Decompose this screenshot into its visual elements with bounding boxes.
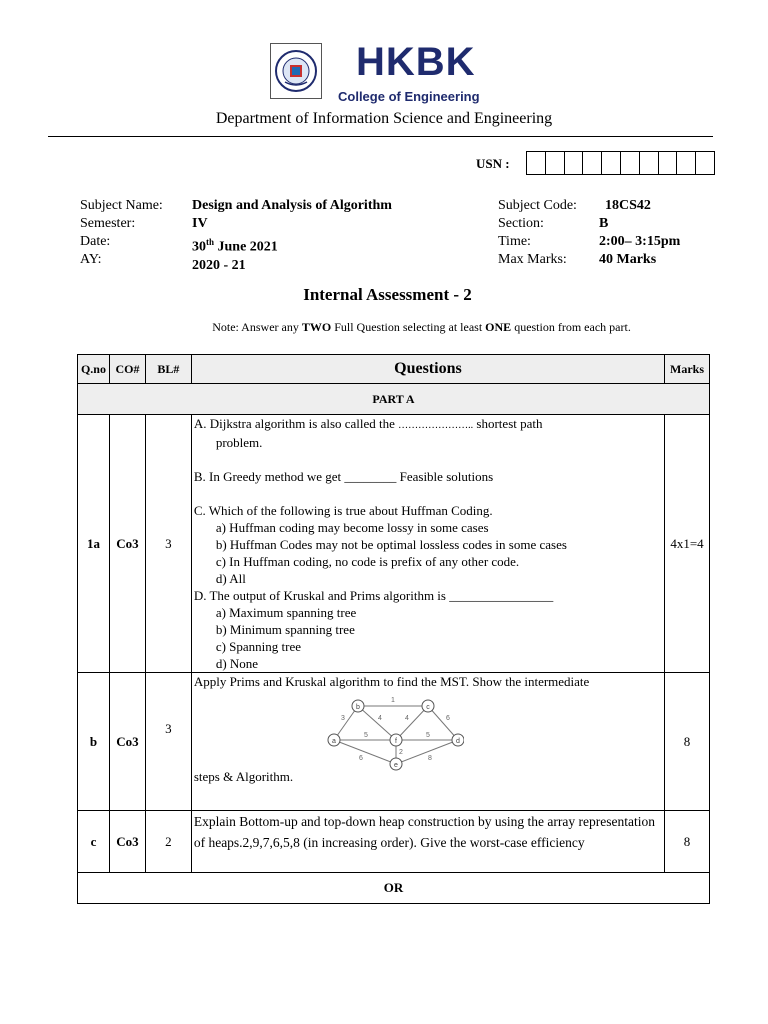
list-item: b) Minimum spanning tree [215, 622, 355, 637]
graph-weight: 6 [358, 755, 363, 762]
time-label: Time: [498, 234, 531, 249]
q1a-part-b: B. In Greedy method we get ________ Feasible solutions [193, 469, 494, 484]
instructions-note: Note: Answer any TWO Full Question selecting at least ONE question from each part. [212, 320, 631, 334]
semester-label: Semester: [80, 216, 136, 231]
header-divider [48, 136, 713, 137]
graph-node: f [394, 738, 397, 745]
college-logo [270, 43, 322, 99]
subject-name-label: Subject Name: [80, 198, 163, 213]
q1a-part-d: D. The output of Kruskal and Prims algorithm is ________________ [193, 588, 554, 603]
brand-name: HKBK [356, 40, 476, 84]
list-item: d) None [215, 656, 259, 671]
qb-text-1: Apply Prims and Kruskal algorithm to find the MST. Show the intermediate [193, 674, 590, 689]
table-row [78, 811, 710, 873]
q1a-co: Co3 [109, 415, 145, 673]
header-co: CO# [109, 355, 145, 384]
semester-value: IV [192, 216, 208, 231]
assessment-title: Internal Assessment - 2 [303, 285, 472, 304]
section-value: B [599, 216, 609, 231]
graph-weight: 1 [390, 697, 395, 704]
graph-weight: 3 [340, 715, 345, 722]
part-a-label: PART A [78, 384, 710, 415]
usn-boxes[interactable] [526, 151, 715, 175]
graph-weight: 8 [427, 755, 432, 762]
max-marks-label: Max Marks: [498, 252, 567, 267]
q1a-question [191, 415, 664, 673]
college-crest-icon [271, 44, 321, 98]
qc-number: c [78, 811, 110, 873]
section-label: Section: [498, 216, 544, 231]
subject-code-value: 18CS42 [605, 198, 651, 213]
qc-bl: 2 [145, 811, 191, 873]
usn-box[interactable] [582, 151, 601, 175]
max-marks-value: 40 Marks [599, 252, 657, 267]
graph-weight: 4 [377, 715, 382, 722]
header-questions: Questions [191, 355, 664, 384]
qc-marks: 8 [665, 811, 710, 873]
q1a-part-c: C. Which of the following is true about Huffman Coding. [193, 503, 493, 518]
list-item: a) Huffman coding may become lossy in some cases [215, 520, 489, 535]
qb-co: Co3 [109, 673, 145, 811]
qb-text-2: steps & Algorithm. [193, 769, 294, 784]
qb-bl: 3 [145, 673, 191, 811]
usn-box[interactable] [620, 151, 639, 175]
graph-node: c [426, 704, 430, 711]
usn-box[interactable] [545, 151, 564, 175]
q1a-number: 1a [78, 415, 110, 673]
table-header-row [78, 355, 710, 384]
graph-weight: 2 [398, 749, 403, 756]
subject-name-value: Design and Analysis of Algorithm [192, 198, 392, 213]
weighted-graph-diagram [324, 690, 464, 772]
graph-node: e [393, 762, 398, 769]
graph-weight: 6 [445, 715, 450, 722]
or-label: OR [78, 873, 710, 904]
qb-question [191, 673, 664, 811]
date-label: Date: [80, 234, 111, 249]
list-item: d) All [215, 571, 246, 586]
qc-co: Co3 [109, 811, 145, 873]
q1a-part-a: A. Dijkstra algorithm is also called the ………………….. shortest path [193, 416, 543, 431]
q1a-marks: 4x1=4 [665, 415, 710, 673]
subject-code-label: Subject Code: [498, 198, 577, 213]
college-name: College of Engineering [338, 89, 480, 104]
graph-weight: 4 [404, 715, 409, 722]
usn-label: USN : [476, 156, 510, 171]
meta-values-left [192, 197, 392, 275]
header-bl: BL# [145, 355, 191, 384]
usn-box[interactable] [526, 151, 545, 175]
meta-labels-right [498, 197, 577, 269]
part-a-row [78, 384, 710, 415]
graph-weight: 5 [363, 732, 368, 739]
meta-labels-left [80, 197, 163, 269]
usn-box[interactable] [639, 151, 658, 175]
usn-box[interactable] [676, 151, 695, 175]
qc-question: Explain Bottom-up and top-down heap construction by using the array representation of heaps.2,9,7,6,5,8 (in increasing order). Give the worst-case efficiency [191, 811, 664, 873]
questions-table [77, 354, 710, 904]
qb-marks: 8 [665, 673, 710, 811]
list-item: c) In Huffman coding, no code is prefix of any other code. [215, 554, 520, 569]
date-value: 30th June 2021 [192, 237, 278, 255]
table-row [78, 415, 710, 673]
department-title: Department of Information Science and Engineering [215, 110, 553, 127]
usn-box[interactable] [695, 151, 715, 175]
or-row [78, 873, 710, 904]
header-qno: Q.no [78, 355, 110, 384]
qb-number: b [78, 673, 110, 811]
usn-box[interactable] [601, 151, 620, 175]
list-item: b) Huffman Codes may not be optimal lossless codes in some cases [215, 537, 567, 552]
graph-node: d [455, 738, 460, 745]
usn-box[interactable] [658, 151, 677, 175]
time-value: 2:00– 3:15pm [599, 234, 681, 249]
ay-label: AY: [80, 252, 102, 267]
ay-value: 2020 - 21 [192, 257, 246, 273]
header-marks: Marks [665, 355, 710, 384]
graph-weight: 5 [425, 732, 430, 739]
q1a-bl: 3 [145, 415, 191, 673]
list-item: c) Spanning tree [215, 639, 302, 654]
list-item: a) Maximum spanning tree [215, 605, 357, 620]
q1a-part-a-cont: problem. [215, 435, 263, 450]
usn-box[interactable] [564, 151, 583, 175]
table-row [78, 673, 710, 811]
graph-node: b [355, 704, 360, 711]
meta-values-right [599, 197, 680, 269]
graph-node: a [331, 738, 336, 745]
